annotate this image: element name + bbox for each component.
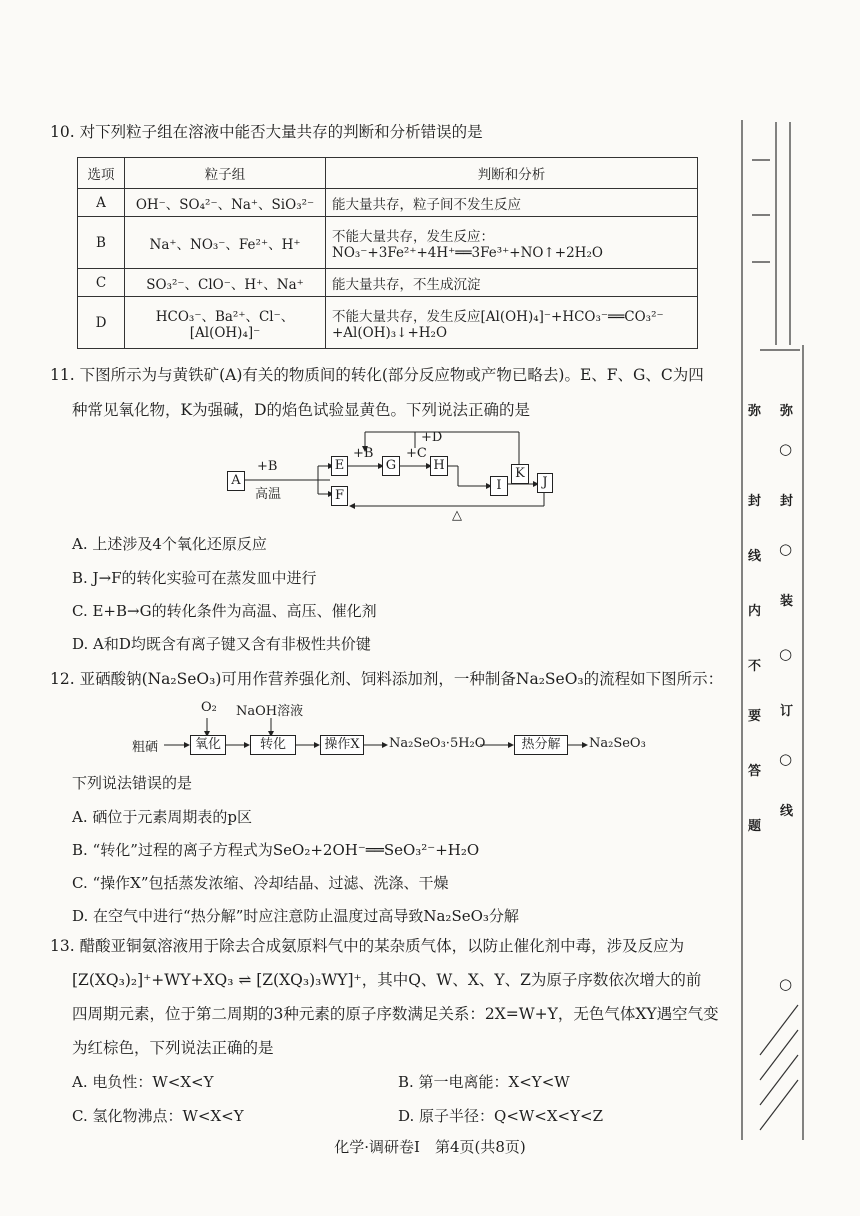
q13-option-a: A. 电负性：W<X<Y [72,1073,214,1091]
seal-char: 订 [780,704,794,719]
q12-option-d: D. 在空气中进行“热分解”时应注意防止温度过高导致Na₂SeO₃分解 [72,907,519,925]
row-ions: OH⁻、SO₄²⁻、Na⁺、SiO₃²⁻ [125,189,326,217]
seal-char: 封 [780,494,794,509]
reagent-o2: O₂ [201,700,217,715]
node-f: F [331,486,348,506]
header-analysis: 判断和分析 [326,158,698,189]
node-a: A [227,471,245,491]
q13-line4: 为红棕色，下列说法正确的是 [72,1039,274,1057]
q13-line1: 13. 醋酸亚铜氨溶液用于除去合成氨原料气中的某杂质气体，以防止催化剂中毒，涉及反应为 [50,937,685,955]
label-plus-b: +B [257,459,278,474]
analysis-line: 不能大量共存，发生反应[Al(OH)₄]⁻+HCO₃⁻══CO₃²⁻ [332,308,664,325]
label-plus-c: +C [406,446,427,461]
reagent-naoh: NaOH溶液 [236,704,304,719]
page-footer [0,1136,860,1157]
seal-char: 要 [748,709,762,724]
seal-circle: ○ [779,645,793,663]
seal-char: 弥 [780,404,794,419]
seal-circle: ○ [779,540,793,558]
header-ions: 粒子组 [125,158,326,189]
seal-char: 封 [748,494,762,509]
node-g: G [382,456,400,476]
q13-option-c: C. 氢化物沸点：W<X<Y [72,1107,244,1125]
q13-line3: 四周期元素，位于第二周期的3种元素的原子序数满足关系：2X=W+Y，无色气体XY遇空气变 [72,1005,719,1023]
seal-char: 弥 [748,404,762,419]
label-high-temp: 高温 [255,487,282,502]
seal-char: 答 [748,764,762,779]
analysis-line: NO₃⁻+3Fe²⁺+4H⁺══3Fe³⁺+NO↑+2H₂O [332,244,603,261]
analysis-line: +Al(OH)₃↓+H₂O [332,324,448,341]
seal-char: 不 [748,659,762,674]
row-ions: HCO₃⁻、Ba²⁺、Cl⁻、[Al(OH)₄]⁻ [125,297,326,349]
q12-option-b: B. “转化”过程的离子方程式为SeO₂+2OH⁻══SeO₃²⁻+H₂O [72,841,480,859]
analysis-line: 不能大量共存，发生反应： [332,228,494,245]
header-option: 选项 [78,158,125,189]
q12-stem: 12. 亚硒酸钠(Na₂SeO₃)可用作营养强化剂、饲料添加剂，一种制备Na₂SeO₃的流程如下图所示： [50,670,724,688]
node-j: J [537,473,553,493]
q13-line2: [Z(XQ₃)₂]⁺+WY+XQ₃ ⇌ [Z(XQ₃)₃WY]⁺，其中Q、W、X、Y、Z为原子序数依次增大的前 [72,971,702,989]
q11-stem-line1: 11. 下图所示为与黄铁矿(A)有关的物质间的转化(部分反应物或产物已略去)。E、F、G、C为四 [50,366,704,384]
q11-option-d: D. A和D均既含有离子键又含有非极性共价键 [72,635,371,653]
node-k: K [511,464,529,484]
footer-text: 化学·调研卷Ⅰ 第4页(共8页) [334,1138,526,1156]
step-oxidation: 氧化 [190,735,226,755]
seal-char: 题 [748,819,762,834]
label-plus-b-2: +B [353,446,374,461]
analysis-line: 能大量共存，不生成沉淀 [332,276,481,293]
row-option: B [78,217,125,269]
step-operation-x: 操作X [320,735,364,755]
label-plus-d: +D [421,430,443,445]
step-conversion: 转化 [250,735,296,755]
row-option: D [78,297,125,349]
seal-circle: ○ [779,750,793,768]
node-h: H [430,456,448,476]
seal-char: 线 [748,549,762,564]
row-option: C [78,269,125,297]
q11-option-c: C. E+B→G的转化条件为高温、高压、催化剂 [72,602,377,620]
q11-option-b: B. J→F的转化实验可在蒸发皿中进行 [72,569,317,587]
flow-start: 粗硒 [132,740,159,755]
seal-char: 装 [780,594,794,609]
row-ions: Na⁺、NO₃⁻、Fe²⁺、H⁺ [125,217,326,269]
q10-stem: 10. 对下列粒子组在溶液中能否大量共存的判断和分析错误的是 [50,123,483,141]
flow-product: Na₂SeO₃ [589,736,646,751]
q12-option-c: C. “操作X”包括蒸发浓缩、冷却结晶、过滤、洗涤、干燥 [72,874,449,892]
node-i: I [490,476,508,496]
step-thermal-decomposition: 热分解 [514,735,568,755]
seal-circle: ○ [779,975,793,993]
row-ions: SO₃²⁻、ClO⁻、H⁺、Na⁺ [125,269,326,297]
q13-option-d: D. 原子半径：Q<W<X<Y<Z [398,1107,604,1125]
node-e: E [331,456,348,476]
row-option: A [78,189,125,217]
q12-option-a: A. 硒位于元素周期表的p区 [72,808,252,826]
q12-sub: 下列说法错误的是 [72,774,193,792]
q13-option-b: B. 第一电离能：X<Y<W [398,1073,570,1091]
seal-char: 线 [780,804,794,819]
analysis-line: 能大量共存，粒子间不发生反应 [332,196,521,213]
seal-circle: ○ [779,440,793,458]
q11-option-a: A. 上述涉及4个氧化还原反应 [72,535,267,553]
flow-intermediate: Na₂SeO₃·5H₂O [389,736,486,751]
label-heat: △ [452,508,462,523]
q11-stem-line2: 种常见氧化物，K为强碱，D的焰色试验显黄色。下列说法正确的是 [72,401,531,419]
seal-char: 内 [748,604,762,619]
